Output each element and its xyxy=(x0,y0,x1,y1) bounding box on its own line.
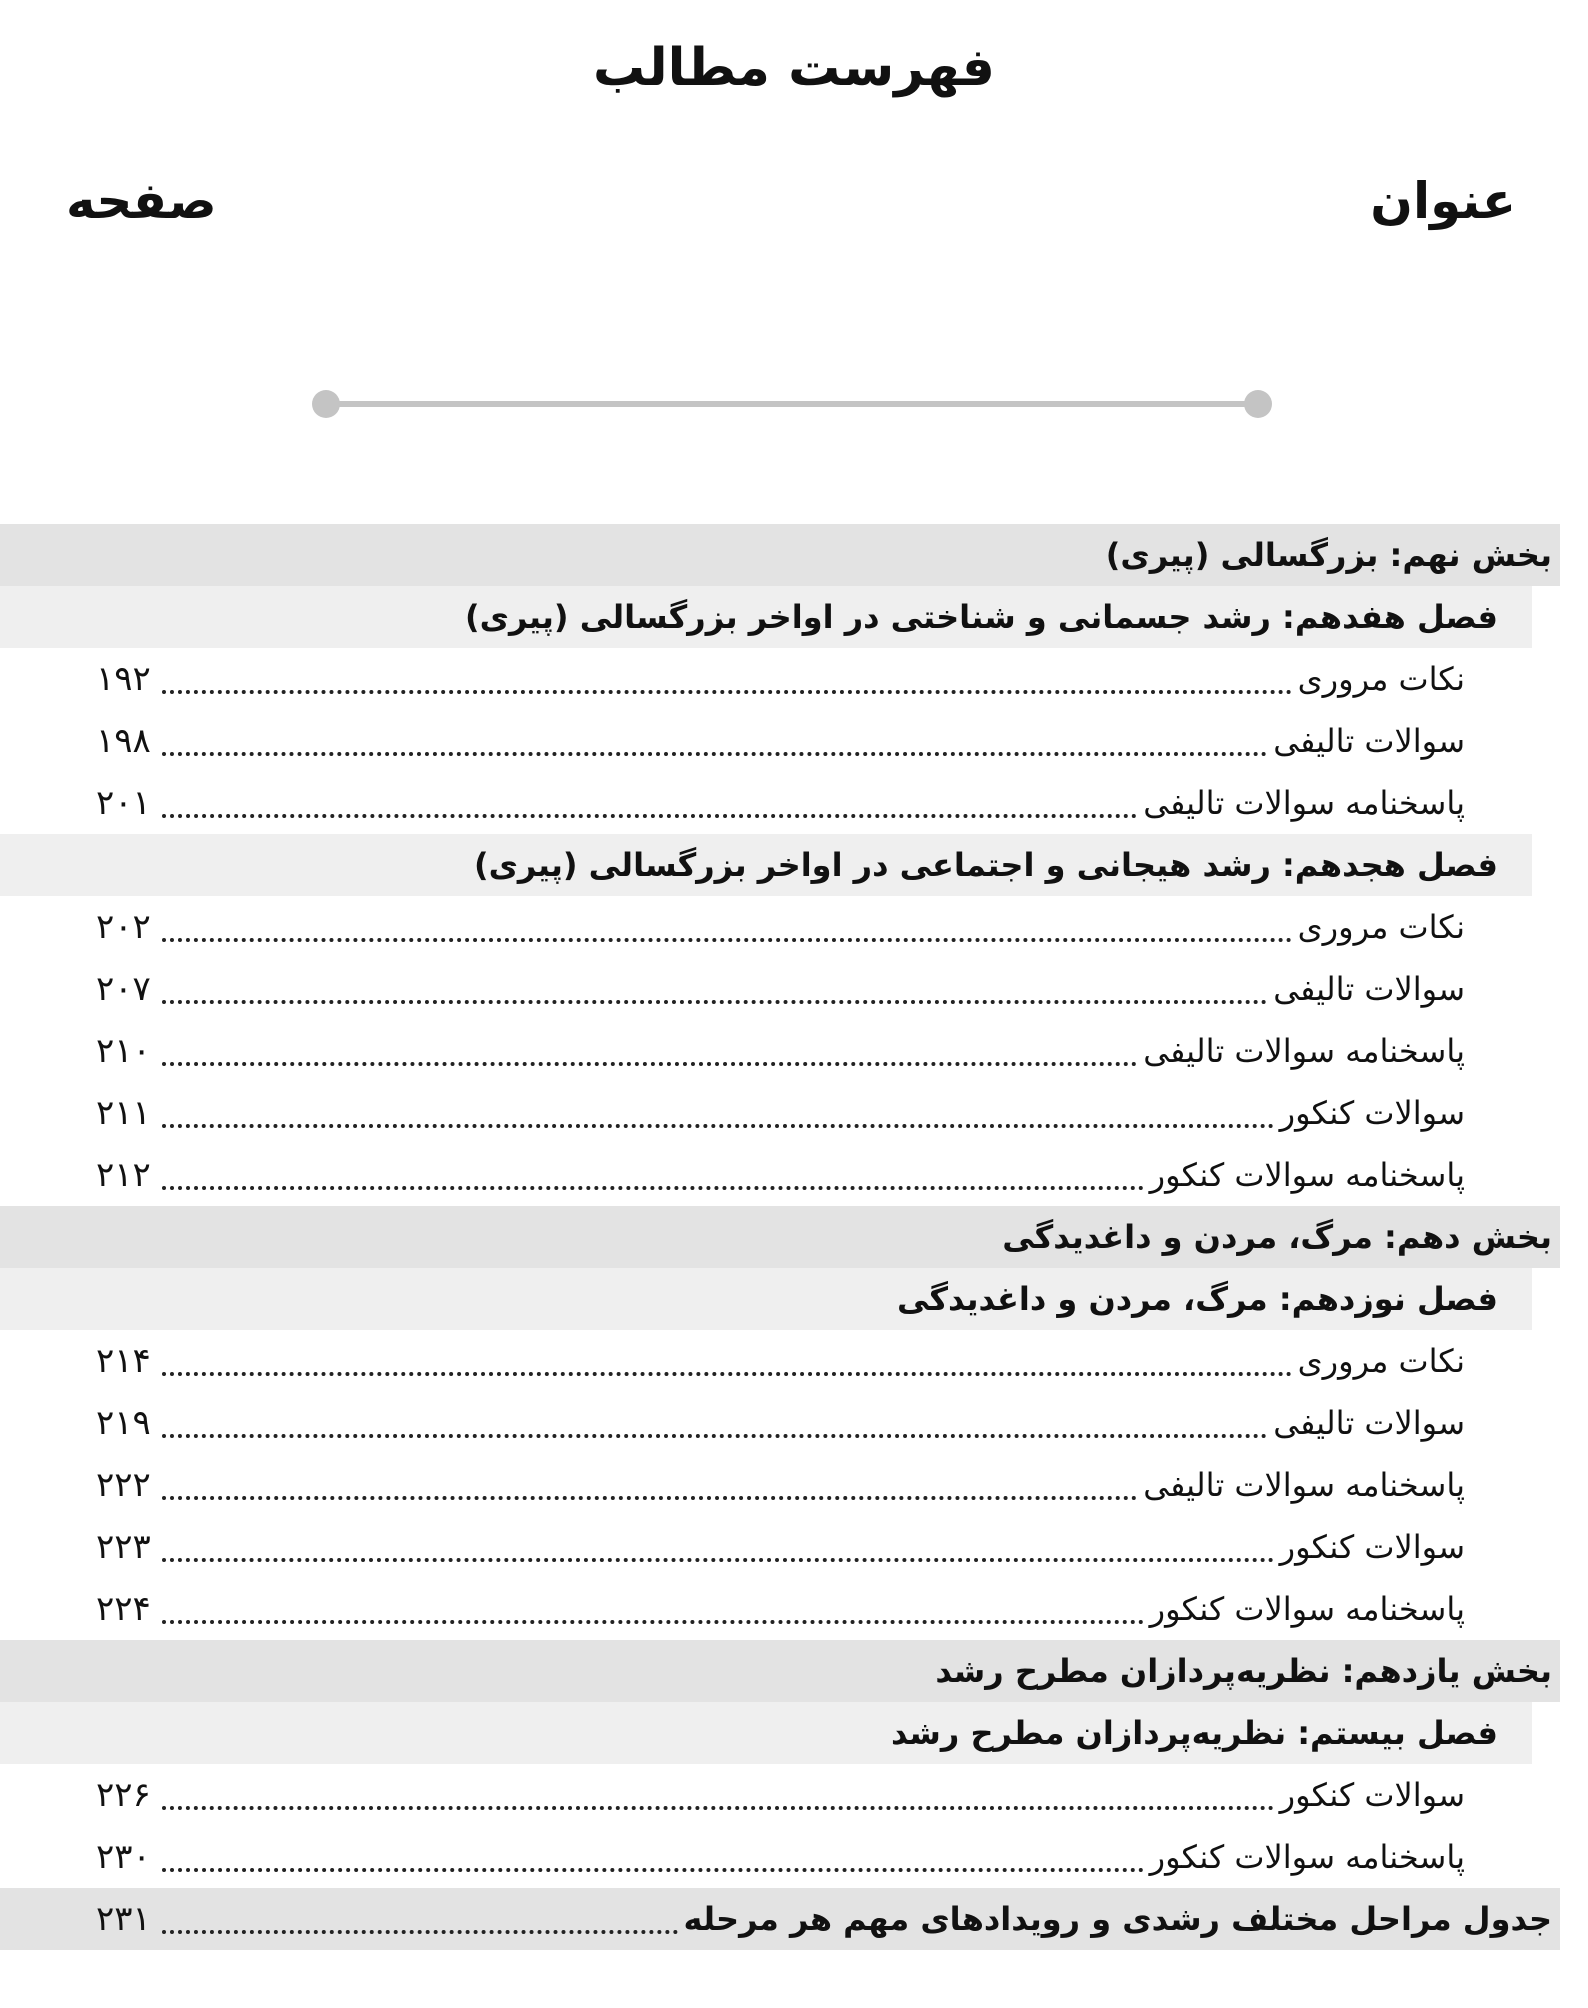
toc-chapter-row[interactable] xyxy=(0,586,1532,648)
toc-item-row[interactable] xyxy=(0,710,1560,772)
dot-leader xyxy=(162,1930,678,1934)
toc-entry-title: فصل نوزدهم: مرگ، مردن و داغدیدگی xyxy=(897,1280,1498,1318)
divider-bar xyxy=(324,401,1260,407)
toc-page-number: ۲۰۲ xyxy=(96,907,151,947)
toc-item-row[interactable] xyxy=(0,1020,1560,1082)
toc-page-number: ۱۹۸ xyxy=(96,721,151,761)
toc-item-row[interactable] xyxy=(0,1330,1560,1392)
dot-leader xyxy=(162,1868,1144,1872)
toc-entry-title: فصل بیستم: نظریه‌پردازان مطرح رشد xyxy=(890,1714,1498,1752)
toc-part-row[interactable] xyxy=(0,1640,1560,1702)
dot-leader xyxy=(162,1806,1274,1810)
toc-entry-title: پاسخنامه سوالات تالیفی xyxy=(1143,784,1465,822)
dot-leader xyxy=(162,814,1137,818)
toc-page-number: ۲۱۴ xyxy=(96,1341,151,1381)
column-header-title: عنوان xyxy=(1370,172,1516,230)
toc-item-row[interactable] xyxy=(0,1826,1560,1888)
toc-entry-title: پاسخنامه سوالات کنکور xyxy=(1149,1156,1465,1194)
toc-entry-title: پاسخنامه سوالات تالیفی xyxy=(1143,1466,1465,1504)
dot-leader xyxy=(162,1186,1144,1190)
toc-part-row[interactable] xyxy=(0,1206,1560,1268)
toc-entry-title: بخش یازدهم: نظریه‌پردازان مطرح رشد xyxy=(935,1652,1552,1690)
toc-page-number: ۲۳۰ xyxy=(96,1837,151,1877)
toc-entry-title: سوالات کنکور xyxy=(1279,1528,1465,1566)
toc-chapter-row[interactable] xyxy=(0,834,1532,896)
toc-part-row[interactable] xyxy=(0,524,1560,586)
toc-page-number: ۲۱۱ xyxy=(96,1093,151,1133)
toc-item-row[interactable] xyxy=(0,772,1560,834)
toc-entry-title: پاسخنامه سوالات کنکور xyxy=(1149,1590,1465,1628)
column-header-page: صفحه xyxy=(66,172,217,230)
dot-leader xyxy=(162,1496,1137,1500)
toc-entry-title: نکات مروری xyxy=(1297,1342,1465,1380)
dot-leader xyxy=(162,690,1292,694)
toc-page-number: ۲۳۱ xyxy=(96,1899,151,1939)
toc-chapter-row[interactable] xyxy=(0,1268,1532,1330)
toc-item-row[interactable] xyxy=(0,1516,1560,1578)
toc-entry-title: سوالات تالیفی xyxy=(1273,1404,1465,1442)
toc-entry-title: نکات مروری xyxy=(1297,908,1465,946)
toc-entry-title: پاسخنامه سوالات کنکور xyxy=(1149,1838,1465,1876)
toc-item-row[interactable] xyxy=(0,648,1560,710)
toc-entry-title: سوالات تالیفی xyxy=(1273,970,1465,1008)
toc-item-row[interactable] xyxy=(0,958,1560,1020)
toc-page-number: ۱۹۲ xyxy=(96,659,151,699)
dot-leader xyxy=(162,1372,1292,1376)
dot-leader xyxy=(162,752,1267,756)
dot-leader xyxy=(162,1000,1267,1004)
toc-entry-title: سوالات کنکور xyxy=(1279,1094,1465,1132)
dot-leader xyxy=(162,938,1292,942)
toc-part-row[interactable] xyxy=(0,1888,1560,1950)
toc-page-number: ۲۲۴ xyxy=(96,1589,151,1629)
decorative-divider xyxy=(312,389,1272,419)
toc-item-row[interactable] xyxy=(0,1144,1560,1206)
toc-entry-title: بخش نهم: بزرگسالی (پیری) xyxy=(1105,536,1552,574)
toc-item-row[interactable] xyxy=(0,1578,1560,1640)
toc-page-number: ۲۲۶ xyxy=(96,1775,151,1815)
toc-item-row[interactable] xyxy=(0,896,1560,958)
toc-entry-title: فصل هجدهم: رشد هیجانی و اجتماعی در اواخر بزرگسالی (پیری) xyxy=(473,846,1498,884)
toc-page-number: ۲۱۲ xyxy=(96,1155,151,1195)
toc-item-row[interactable] xyxy=(0,1392,1560,1454)
toc-entry-title: پاسخنامه سوالات تالیفی xyxy=(1143,1032,1465,1070)
dot-leader xyxy=(162,1062,1137,1066)
toc-entry-title: نکات مروری xyxy=(1297,660,1465,698)
toc-page-number: ۲۱۰ xyxy=(96,1031,151,1071)
toc-item-row[interactable] xyxy=(0,1454,1560,1516)
page-title: فهرست مطالب xyxy=(593,38,995,98)
toc-entry-title: فصل هفدهم: رشد جسمانی و شناختی در اواخر بزرگسالی (پیری) xyxy=(464,598,1498,636)
toc-entry-title: سوالات کنکور xyxy=(1279,1776,1465,1814)
table-of-contents xyxy=(0,524,1560,1950)
toc-item-row[interactable] xyxy=(0,1764,1560,1826)
toc-chapter-row[interactable] xyxy=(0,1702,1532,1764)
dot-leader xyxy=(162,1434,1267,1438)
divider-dot-right xyxy=(1244,390,1272,418)
dot-leader xyxy=(162,1558,1274,1562)
toc-item-row[interactable] xyxy=(0,1082,1560,1144)
toc-page-number: ۲۲۳ xyxy=(96,1527,151,1567)
toc-page-number: ۲۰۱ xyxy=(96,783,151,823)
dot-leader xyxy=(162,1124,1274,1128)
toc-entry-title: بخش دهم: مرگ، مردن و داغدیدگی xyxy=(1002,1218,1552,1256)
divider-dot-left xyxy=(312,390,340,418)
toc-page-number: ۲۱۹ xyxy=(96,1403,151,1443)
dot-leader xyxy=(162,1620,1144,1624)
toc-entry-title: جدول مراحل مختلف رشدی و رویدادهای مهم هر مرحله xyxy=(683,1900,1552,1938)
toc-entry-title: سوالات تالیفی xyxy=(1273,722,1465,760)
toc-page-number: ۲۰۷ xyxy=(96,969,151,1009)
toc-page-number: ۲۲۲ xyxy=(96,1465,151,1505)
